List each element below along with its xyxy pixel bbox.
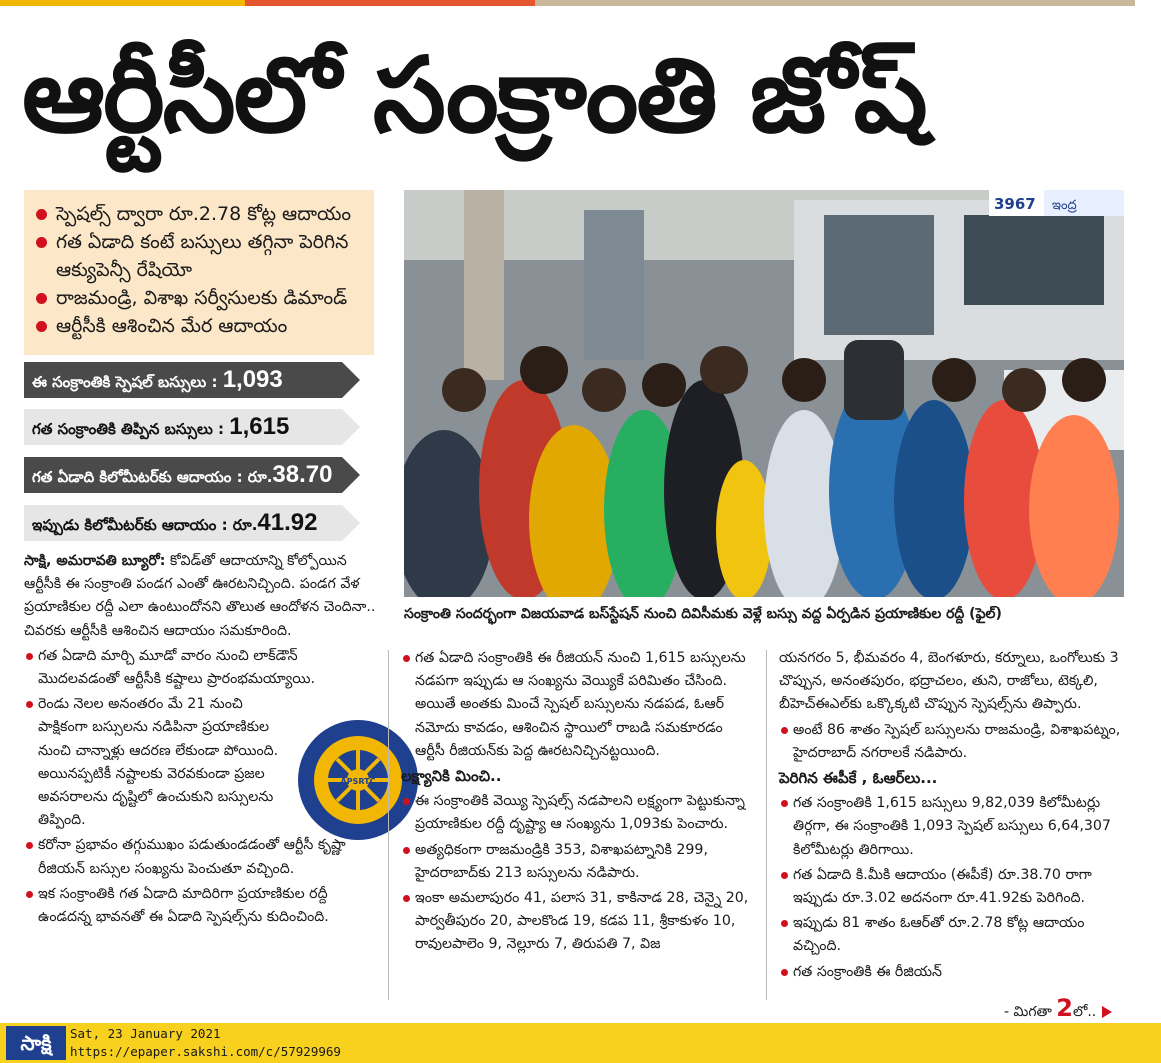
article-column-2 — [401, 647, 756, 959]
stat-last-year-epk: గత ఏడాది కిలోమీటర్‌కు ఆదాయం : రూ.38.70 — [24, 457, 342, 493]
column-divider — [766, 650, 767, 1000]
article-bullet: గత ఏడాది కి.మీకి ఆదాయం (ఈపీకే) రూ.38.70 రాగా ఇప్పుడు రూ.3.02 అదనంగా రూ.41.92కు పెరిగింది. — [779, 864, 1129, 910]
headline: ఆర్టీసీలో సంక్రాంతి జోష్ — [22, 34, 926, 156]
photo-caption: సంక్రాంతి సందర్భంగా విజయవాడ బస్‌స్టేషన్ నుంచి దివిసీమకు వెళ్లే బస్సు వద్ద ఏర్పడిన ప్రయాణికుల రద్దీ (ఫైల్) — [404, 606, 1002, 622]
article-bullet: గత సంక్రాంతికి ఈ రీజియన్ — [779, 961, 1129, 984]
bus-number-sign: 3967 — [994, 195, 1036, 213]
highlight-item: స్పెషల్స్ ద్వారా రూ.2.78 కోట్ల ఆదాయం — [34, 200, 366, 228]
highlight-item: గత ఏడాది కంటే బస్సులు తగ్గినా పెరిగిన ఆక్యుపెన్సీ రేషియో — [34, 228, 366, 284]
column-divider — [388, 650, 389, 1000]
article-bullet: ఇంకా అమలాపురం 41, పలాస 31, కాకినాడ 28, చెన్నై 20, పార్వతీపురం 20, పాలకొండ 19, కడప 11, శ్రీకాకుళం 10, రావులపాలెం 9, నెల్లూరు 7, తిరుపతి 7, విజ — [401, 887, 756, 957]
stat-current-epk: ఇప్పుడు కిలోమీటర్‌కు ఆదాయం : రూ.41.92 — [24, 505, 342, 541]
article-bullet: అత్యధికంగా రాజమండ్రికి 353, విశాఖపట్నానికి 299, హైదరాబాద్‌కు 213 బస్సులను నడిపారు. — [401, 839, 756, 885]
bullet-icon — [36, 237, 47, 248]
footer-date: Sat, 23 January 2021 — [70, 1026, 221, 1041]
continued-on-page: - మిగతా 2లో.. — [1004, 994, 1134, 1022]
top-color-strip — [0, 0, 1161, 6]
highlights-box — [24, 190, 374, 355]
bus-station-crowd-photo — [404, 190, 1124, 597]
highlight-item: ఆర్టీసీకి ఆశించిన మేర ఆదాయం — [34, 312, 366, 340]
crowd-photo-illustration — [404, 190, 1124, 597]
bullet-icon — [36, 321, 47, 332]
article-bullet: అంటే 86 శాతం స్పెషల్ బస్సులను రాజమండ్రి, విశాఖపట్నం, హైదరాబాద్ నగరాలకే నడిపారు. — [779, 719, 1129, 765]
bullet-icon — [36, 293, 47, 304]
article-bullet: కరోనా ప్రభావం తగ్గుముఖం పడుతుండడంతో ఆర్టీసీ కృష్ణా రీజియన్ బస్సుల సంఖ్యను పెంచుతూ వచ్చింది. — [24, 834, 376, 880]
stat-special-buses: ఈ సంక్రాంతికి స్పెషల్ బస్సులు : 1,093 — [24, 362, 342, 398]
article-bullet: ఇక సంక్రాంతికి గత ఏడాది మాదిరిగా ప్రయాణికుల రద్దీ ఉండదన్న భావనతో ఈ ఏడాది స్పెషల్స్‌ను కుదించింది. — [24, 883, 376, 929]
article-bullet: గత ఏడాది మార్చి మూడో వారం నుంచి లాక్‌డౌన్ మొదలవడంతో ఆర్టీసీకి కష్టాలు ప్రారంభమయ్యాయి. — [24, 645, 376, 691]
article-column-3 — [779, 647, 1129, 986]
article-intro: సాక్షి, అమరావతి బ్యూరో: కోవిడ్‌తో ఆదాయాన్ని కోల్పోయిన ఆర్టీసీకి ఈ సంక్రాంతి పండగ ఎంతో ఊరటనిచ్చింది. పండగ వేళ ప్రయాణికుల రద్దీ ఎలా ఉంటుందోనని తొలుత ఆందోళన చెందినా.. చివరకు ఆర్టీసీకి ఆశించిన ఆదాయం సమకూరింది. — [24, 553, 376, 639]
subheading: లక్ష్యానికి మించి.. — [401, 767, 502, 786]
article-bullet: ఇప్పుడు 81 శాతం ఓఆర్‌తో రూ.2.78 కోట్ల ఆదాయం వచ్చింది. — [779, 912, 1129, 958]
article-bullet: రెండు నెలల అనంతరం మే 21 నుంచి పాక్షికంగా బస్సులను నడిపినా ప్రయాణికుల నుంచి చాన్నాళ్లు ఆదరణ లేకుండా పోయింది. అయినప్పటికీ నష్టాలకు వెరవకుండా ప్రజల అవసరాలను దృష్టిలో ఉంచుకుని బస్సులను తిప్పింది. — [24, 693, 376, 832]
sakshi-logo: సాక్షి — [6, 1026, 66, 1060]
svg-text:APSRTC: APSRTC — [340, 777, 376, 786]
stat-last-year-buses: గత సంక్రాంతికి తిప్పిన బస్సులు : 1,615 — [24, 409, 342, 445]
article-bullet: గత సంక్రాంతికి 1,615 బస్సులు 9,82,039 కిలోమీటర్లు తిర్గగా, ఈ సంక్రాంతికి 1,093 స్పెషల్ బస్సులు 6,64,307 కిలోమీటర్లు తిరిగాయి. — [779, 792, 1129, 862]
article-text: యనగరం 5, భీమవరం 4, బెంగళూరు, కర్నూలు, ఒంగోలుకు 3 చొప్పున, అనంతపురం, భద్రాచలం, తుని, రాజోలు, టెక్కలి, బీహెచ్‌ఈఎల్‌కు ఒక్కొక్కటి చొప్పున స్పెషల్స్‌ను తిప్పారు. — [779, 650, 1119, 713]
highlight-item: రాజమండ్రి, విశాఖ సర్వీసులకు డిమాండ్ — [34, 284, 366, 312]
article-bullet: గత ఏడాది సంక్రాంతికి ఈ రీజియన్ నుంచి 1,615 బస్సులను నడపగా ఇప్పుడు ఆ సంఖ్యను వెయ్యికే పరిమితం చేసింది. అయితే అంతకు మించే స్పెషల్ బస్సులను నడపడ, ఓఆర్ నమోదు కావడం, ఆశించిన స్థాయిలో రాబడి సమకూరడం ఆర్టీసీ రీజియన్‌కు పెద్ద ఊరటనిచ్చినట్టయింది. — [401, 647, 756, 763]
play-arrow-icon — [1102, 1006, 1112, 1018]
footer-bar — [0, 1023, 1161, 1063]
bus-route-sign: ఇంద్ర — [1052, 198, 1077, 213]
article-bullet: ఈ సంక్రాంతికి వెయ్యి స్పెషల్స్ నడపాలని లక్ష్యంగా పెట్టుకున్నా ప్రయాణికుల రద్దీ దృష్ట్యా ఆ సంఖ్యను 1,093కు పెంచారు. — [401, 790, 756, 836]
bullet-icon — [36, 209, 47, 220]
footer-url[interactable]: https://epaper.sakshi.com/c/57929969 — [70, 1044, 341, 1059]
dateline: సాక్షి, అమరావతి బ్యూరో: — [24, 553, 166, 569]
subheading: పెరిగిన ఈపీకే , ఓఆర్‌లు... — [779, 769, 938, 788]
